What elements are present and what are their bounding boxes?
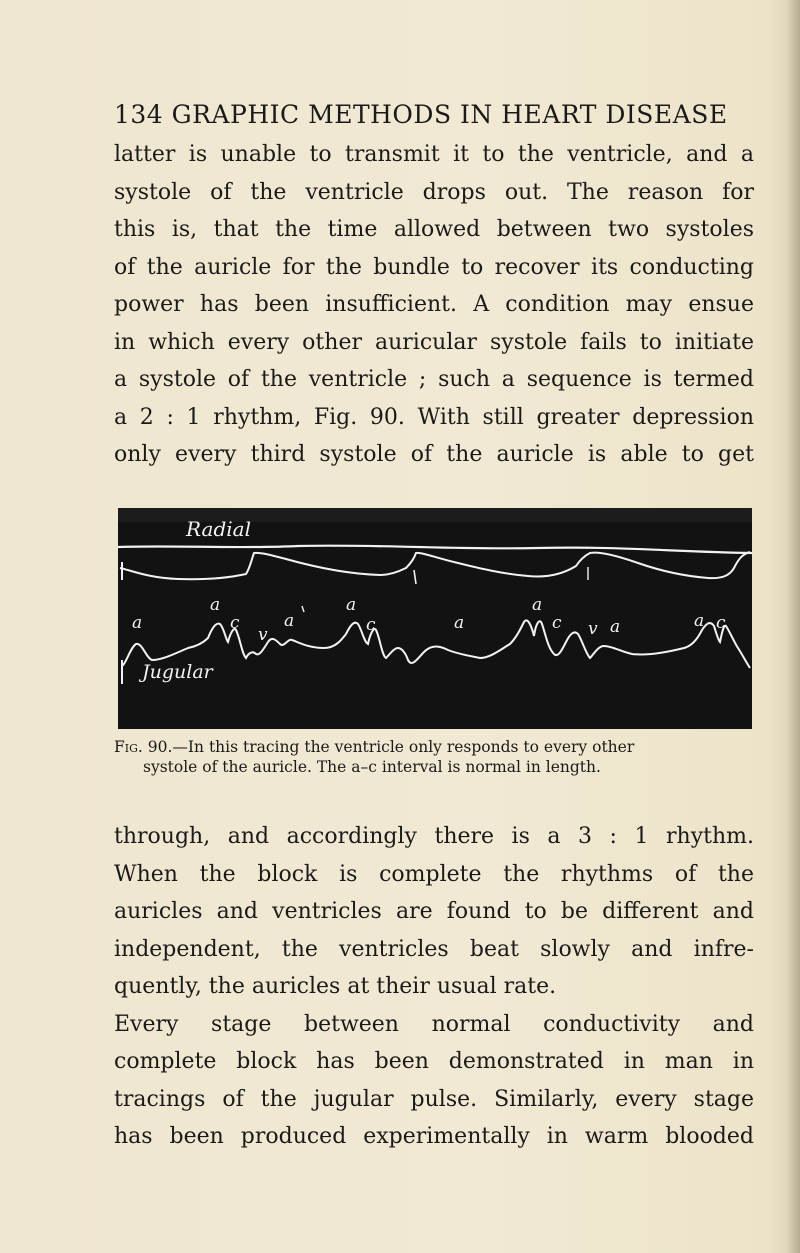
caption-text-1: —In this tracing the ventricle only responds to every other [172, 738, 635, 756]
text-line: has been produced experimentally in warm blooded [114, 1124, 754, 1149]
page-number: 134 [114, 100, 164, 129]
wave-label-a: a [210, 595, 221, 615]
text-line: through, and accordingly there is a 3 : 1 rhythm. [114, 824, 754, 849]
text-line: independent, the ventricles beat slowly and infre- [114, 936, 754, 962]
wave-label-c: c [230, 613, 240, 633]
text-line: this is, that the time allowed between two systoles [114, 217, 754, 242]
running-title: GRAPHIC METHODS IN HEART DISEASE [171, 100, 728, 129]
text-line: quently, the auricles at their usual rate. [114, 974, 557, 999]
text-line: in which every other auricular systole fails to initiate [114, 329, 754, 355]
wave-label-v: v [588, 619, 598, 639]
wave-label-a: a [132, 613, 143, 633]
text-line: complete block has been demonstrated in man in [114, 1049, 754, 1074]
jugular-label: Jugular [142, 661, 213, 683]
figure-caption [114, 737, 754, 777]
caption-line-2: systole of the auricle. The a–c interval is normal in length. [143, 758, 601, 776]
wave-label-a: a [610, 617, 621, 637]
paragraph-1 [114, 136, 754, 474]
wave-label-a: a [454, 613, 465, 633]
text-line: When the block is complete the rhythms of the [114, 861, 754, 887]
wave-label-v: v [258, 625, 268, 645]
caption-line-1 [114, 737, 754, 757]
text-line: latter is unable to transmit it to the ventricle, and a [114, 142, 754, 167]
wave-label-a: a [694, 611, 705, 631]
text-line: a systole of the ventricle ; such a sequence is termed [114, 367, 754, 392]
running-head [114, 100, 744, 129]
text-line: systole of the ventricle drops out. The reason for [114, 179, 754, 205]
wave-label-c: c [366, 615, 376, 635]
text-line: only every third systole of the auricle is able to get [114, 442, 754, 467]
text-line: Every stage between normal conductivity and [114, 1011, 754, 1037]
wave-label-a: a [532, 595, 543, 615]
wave-label-c: c [552, 613, 562, 633]
text-line: power has been insufficient. A condition may ensue [114, 292, 754, 317]
text-line: of the auricle for the bundle to recover its conducting [114, 254, 754, 280]
page-edge-shadow [786, 0, 800, 1253]
pulse-tracing-figure [118, 508, 752, 729]
radial-label: Radial [186, 517, 251, 541]
wave-label-a: a [284, 611, 295, 631]
wave-label-a: a [346, 595, 357, 615]
text-line: a 2 : 1 rhythm, Fig. 90. With still greater depression [114, 404, 754, 430]
caption-figure-label: Fig. 90. [114, 738, 173, 756]
text-line: tracings of the jugular pulse. Similarly, every stage [114, 1086, 754, 1112]
tracing-svg [118, 508, 752, 729]
paragraph-2 [114, 818, 754, 1156]
wave-label-c: c [716, 613, 726, 633]
text-line: auricles and ventricles are found to be different and [114, 899, 754, 924]
